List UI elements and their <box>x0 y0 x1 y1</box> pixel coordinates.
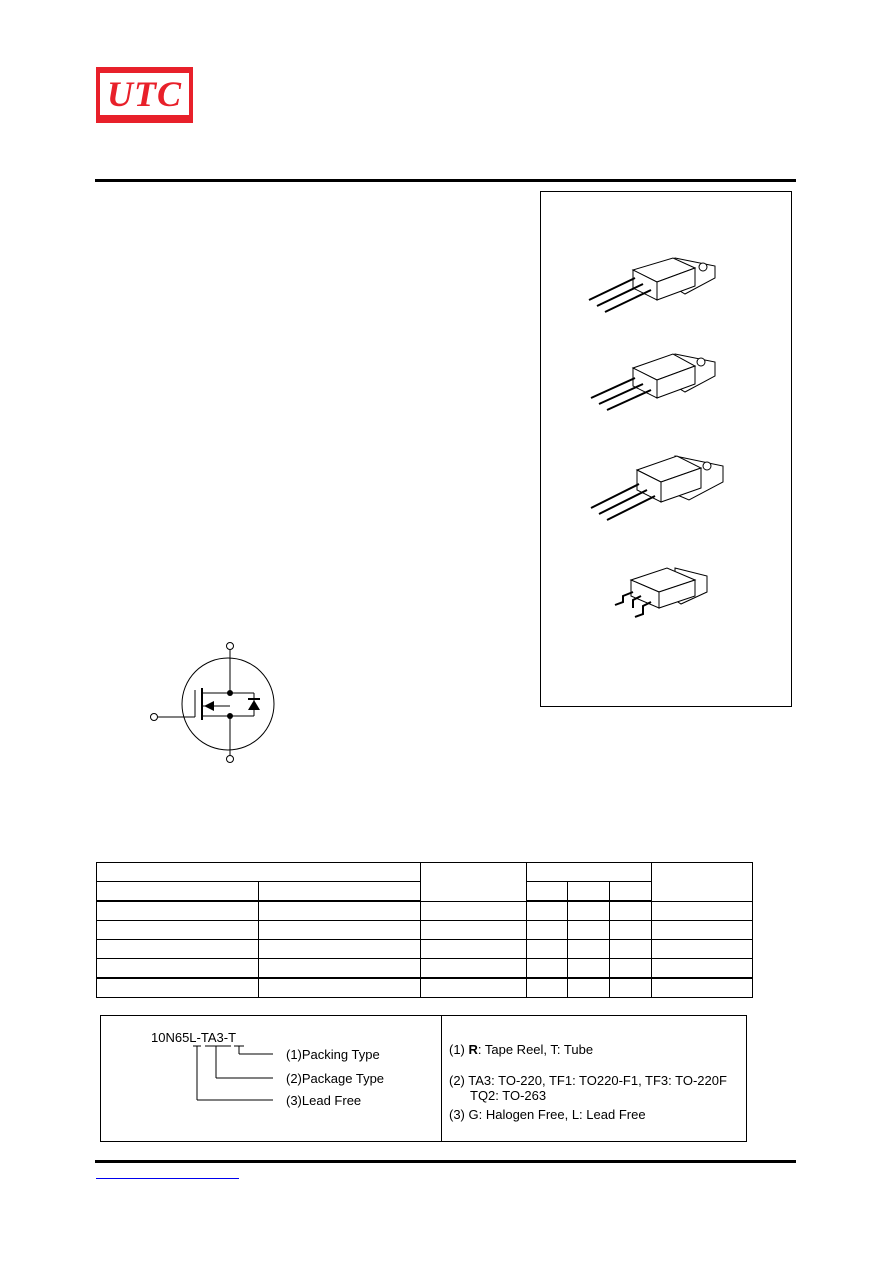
table-header-pin-3 <box>609 882 651 902</box>
explanation-package: (2) TA3: TO-220, TF1: TO220-F1, TF3: TO-220F TQ2: TO-263 <box>449 1073 727 1103</box>
table-header-lead-free <box>97 882 259 902</box>
table-header-halogen-free <box>259 882 421 902</box>
table-row <box>97 959 753 979</box>
explanation-packing: (1) R: Tape Reel, T: Tube <box>449 1042 594 1057</box>
label-packing-type: (1)Packing Type <box>286 1047 380 1062</box>
footer-rule <box>95 1160 796 1163</box>
ordering-information-table <box>96 862 753 994</box>
to-220f-package-icon <box>585 450 725 530</box>
to-220f1-package-icon <box>585 348 725 418</box>
table-row <box>97 940 753 959</box>
footer-website-link[interactable] <box>96 1178 239 1179</box>
mosfet-schematic-icon <box>140 636 290 766</box>
part-number-decode-box <box>100 1015 747 1142</box>
label-lead-free: (3)Lead Free <box>286 1093 362 1108</box>
to-263-package-icon <box>611 562 721 622</box>
table-header-pin-2 <box>568 882 610 902</box>
header-rule <box>95 179 796 182</box>
table-header-ordering-number <box>97 863 421 882</box>
table-header-package <box>421 863 527 902</box>
explanation-lead-free: (3) G: Halogen Free, L: Lead Free <box>449 1107 646 1122</box>
logo-text: UTC <box>107 74 182 114</box>
table-row <box>97 921 753 940</box>
table-header-pin-1 <box>527 882 568 902</box>
decode-leader-lines <box>101 1016 441 1141</box>
label-package-type: (2)Package Type <box>286 1071 385 1086</box>
decode-divider <box>441 1016 442 1141</box>
table-header-pin-assignment <box>527 863 651 882</box>
utc-logo <box>96 67 193 123</box>
logo-inner <box>100 73 189 115</box>
part-number: 10N65L-TA3-T <box>151 1030 237 1045</box>
to-220-package-icon <box>585 248 725 318</box>
table-row <box>97 978 753 998</box>
table-row <box>97 901 753 921</box>
table-header-packing <box>651 863 752 902</box>
package-outline-box <box>540 191 792 707</box>
